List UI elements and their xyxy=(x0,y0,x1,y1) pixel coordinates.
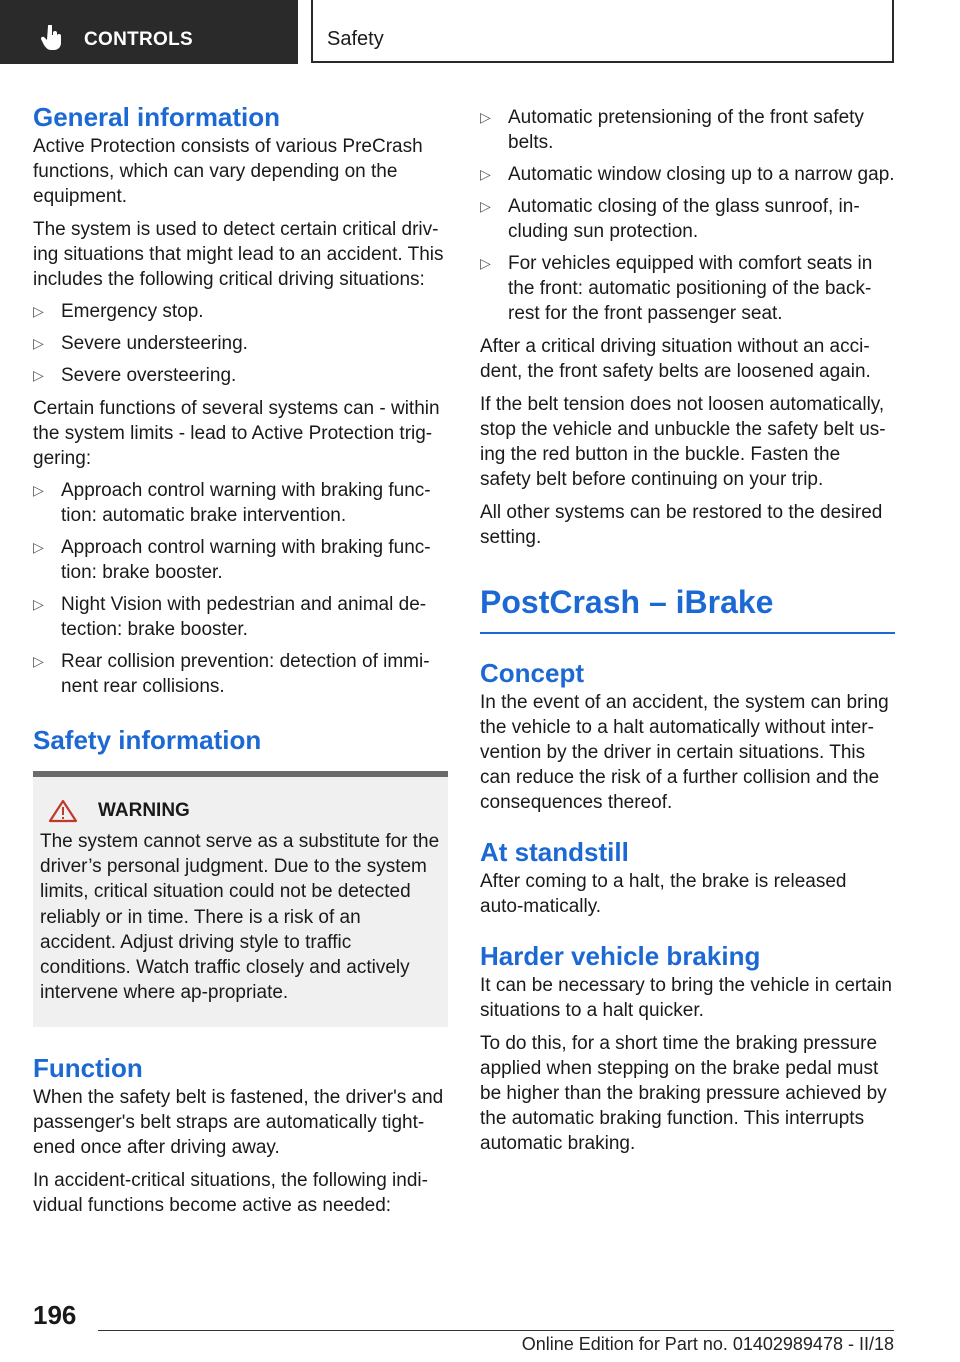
after-crash-paragraph: After a critical driving situation without an acci-dent, the front safety belts are loosened again. xyxy=(480,336,871,382)
triangle-bullet-icon: ▷ xyxy=(480,166,491,182)
footer-divider xyxy=(98,1330,894,1331)
list-item: ▷ Night Vision with pedestrian and animal de-tection: brake booster. xyxy=(33,594,427,640)
list-item: ▷ Approach control warning with braking func-tion: automatic brake intervention. xyxy=(33,480,431,526)
triangle-bullet-icon: ▷ xyxy=(33,596,44,612)
harder-braking-paragraph-2: To do this, for a short time the braking pressure applied when stepping on the brake pedal must be higher than the braking pressure achieved by the automatic braking function. This interrupts automatic braking. xyxy=(480,1033,887,1154)
triangle-bullet-icon: ▷ xyxy=(33,367,44,383)
harder-braking-heading: Harder vehicle braking xyxy=(480,941,761,971)
general-information-heading: General information xyxy=(33,102,281,132)
hand-pointer-icon xyxy=(40,25,64,51)
list-item: ▷ Severe understeering. xyxy=(33,333,248,354)
chapter-label: CONTROLS xyxy=(84,29,194,50)
triangle-bullet-icon: ▷ xyxy=(33,482,44,498)
warning-title xyxy=(40,799,440,823)
edition-text: Online Edition for Part no. 01402989478 - II/18 xyxy=(521,1334,894,1354)
list-item: ▷ For vehicles equipped with comfort seats in the front: automatic positioning of the back-rest for the front passenger seat. xyxy=(480,253,873,324)
page-number: 196 xyxy=(33,1300,77,1330)
chapter-tab xyxy=(0,0,298,64)
right-column xyxy=(480,100,895,1156)
harder-braking-paragraph-1: It can be necessary to bring the vehicle in certain situations to a halt quicker. xyxy=(480,975,892,1021)
general-paragraph-3: Certain functions of several systems can - within the system limits - lead to Active Protection trig-gering: xyxy=(33,398,440,469)
postcrash-ibrake-heading: PostCrash – iBrake xyxy=(480,580,895,634)
standstill-paragraph: After coming to a halt, the brake is released auto-matically. xyxy=(480,871,847,917)
section-box xyxy=(311,0,894,63)
warning-text: The system cannot serve as a substitute for the driver’s personal judgment. Due to the system limits, critical situation could not be detected reliably or in time. There is a risk of an accident. Adjust driving style to traffic conditions. Watch traffic closely and actively intervene where ap-propriate. xyxy=(40,831,440,1004)
triangle-bullet-icon: ▷ xyxy=(33,653,44,669)
triangle-bullet-icon: ▷ xyxy=(33,303,44,319)
triangle-bullet-icon: ▷ xyxy=(480,255,491,271)
section-label: Safety xyxy=(327,28,384,50)
left-column xyxy=(33,100,448,1218)
triangle-bullet-icon: ▷ xyxy=(33,335,44,351)
triangle-bullet-icon: ▷ xyxy=(480,198,491,214)
list-item: ▷ Approach control warning with braking func-tion: brake booster. xyxy=(33,537,431,583)
triangle-bullet-icon: ▷ xyxy=(33,539,44,555)
functions-list xyxy=(480,105,895,326)
general-paragraph-2: The system is used to detect certain critical driv-ing situations that might lead to an accident. This includes the following critical driving situations: xyxy=(33,219,444,290)
situations-list xyxy=(33,299,448,388)
general-paragraph-1: Active Protection consists of various PreCrash functions, which can vary depending on the equipment. xyxy=(33,136,423,207)
function-paragraph-2: In accident-critical situations, the following indi-vidual functions become active as needed: xyxy=(33,1170,428,1217)
at-standstill-heading: At standstill xyxy=(480,837,629,867)
warning-box xyxy=(33,771,448,1027)
belt-tension-paragraph: If the belt tension does not loosen automatically, stop the vehicle and unbuckle the safety belt us-ing the red button in the buckle. Fasten the safety belt before continuing on your trip. xyxy=(480,394,886,490)
restore-paragraph: All other systems can be restored to the desired setting. xyxy=(480,502,883,548)
triggers-list xyxy=(33,478,448,699)
concept-paragraph: In the event of an accident, the system can bring the vehicle to a halt automatically without inter-vention by the driver in certain situations. This can reduce the risk of a further collision and the consequences thereof. xyxy=(480,692,889,813)
list-item: ▷ Automatic closing of the glass sunroof, in-cluding sun protection. xyxy=(480,196,860,242)
list-item: ▷ Automatic pretensioning of the front safety belts. xyxy=(480,107,864,153)
list-item: ▷ Severe oversteering. xyxy=(33,365,237,386)
list-item: ▷ Automatic window closing up to a narrow gap. xyxy=(480,164,895,185)
warning-triangle-icon xyxy=(48,799,78,823)
function-heading: Function xyxy=(33,1053,143,1084)
list-item: ▷ Rear collision prevention: detection of immi-nent rear collisions. xyxy=(33,651,430,697)
concept-heading: Concept xyxy=(480,658,584,688)
triangle-bullet-icon: ▷ xyxy=(480,109,491,125)
safety-information-heading: Safety information xyxy=(33,725,262,755)
warning-label: WARNING xyxy=(98,800,190,821)
list-item: ▷ Emergency stop. xyxy=(33,301,204,322)
function-paragraph-1: When the safety belt is fastened, the driver's and passenger's belt straps are automatically tight-ened once after driving away. xyxy=(33,1087,444,1159)
